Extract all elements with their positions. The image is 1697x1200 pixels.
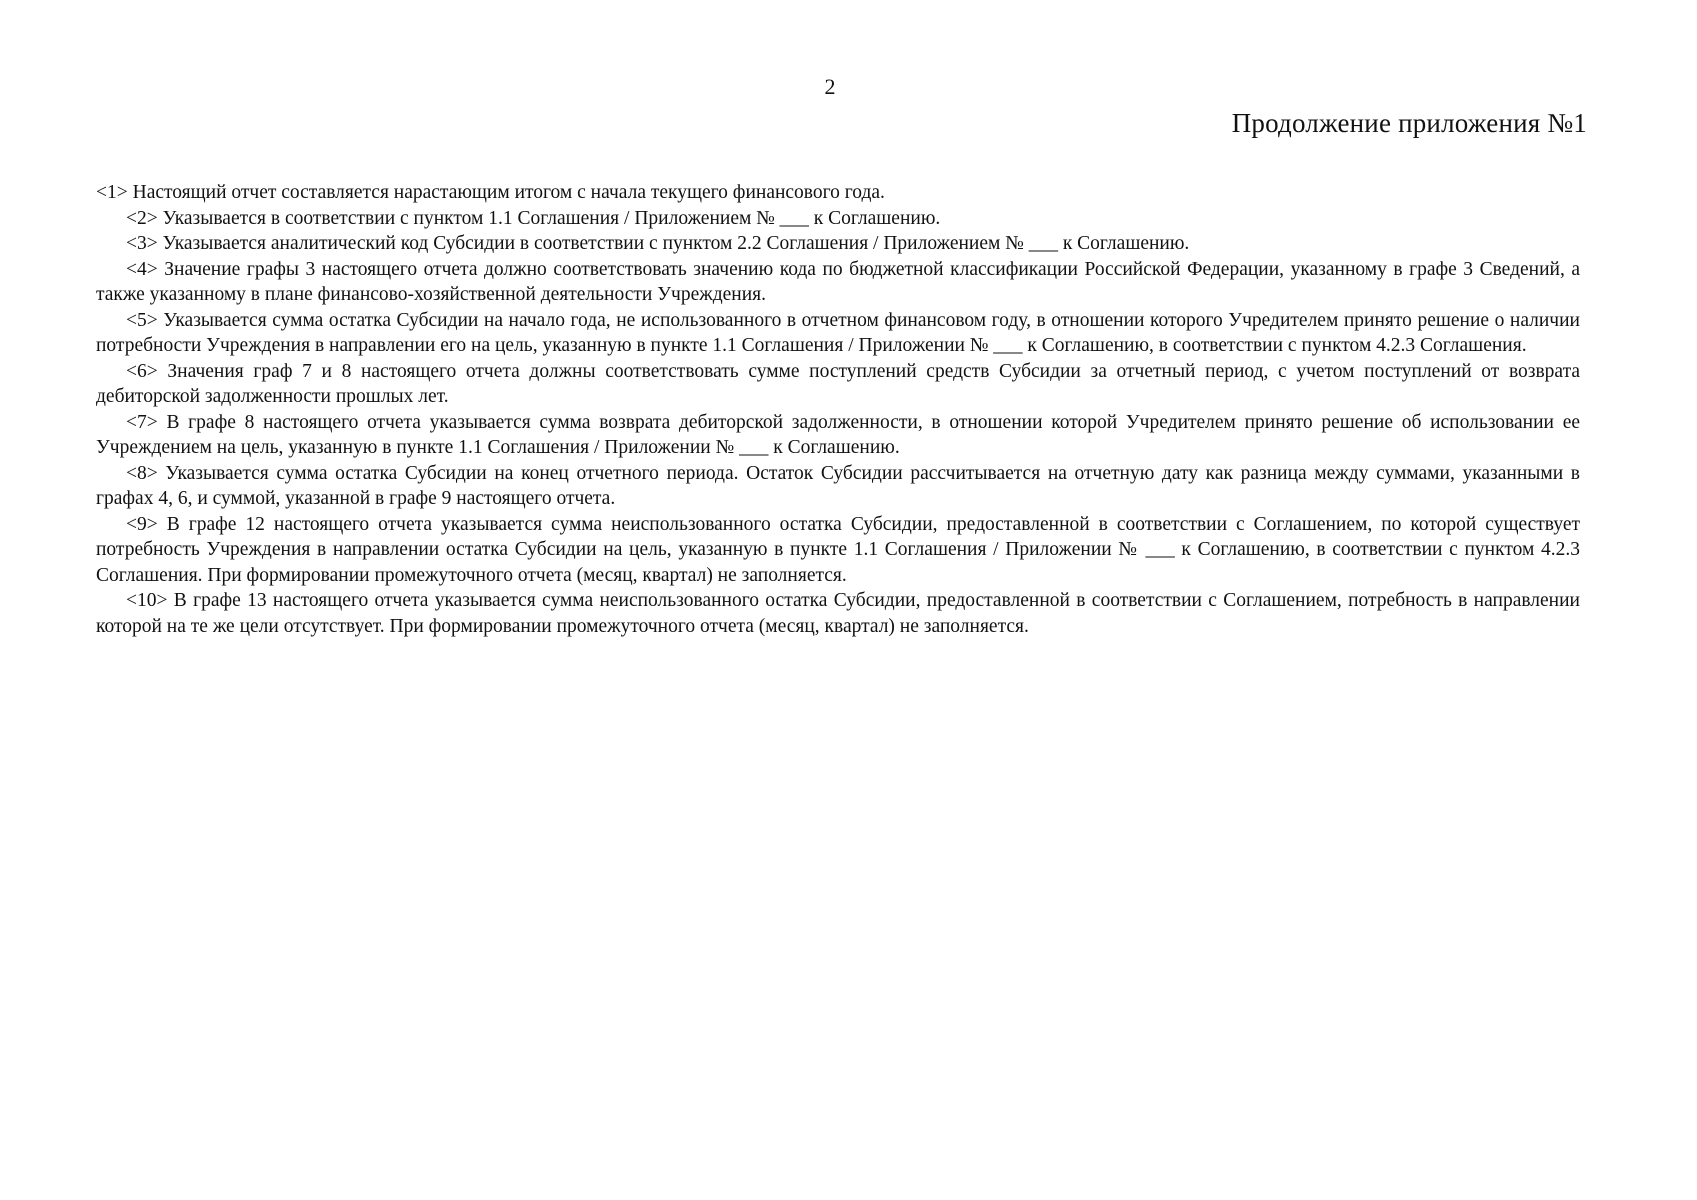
footnote-8: <8> Указывается сумма остатка Субсидии на конец отчетного периода. Остаток Субсидии рассчитывается на отчетную дату как разница между суммами, указанными в графах 4, 6, и суммой, указанной в графе 9 настоящего отчета. [96,462,1580,509]
footnote-7: <7> В графе 8 настоящего отчета указывается сумма возврата дебиторской задолженности, в отношении которой Учредителем принято решение об использовании ее Учреждением на цель, указанную в пункте 1.1 Соглашения / Приложении № ___ к Соглашению. [96,411,1580,458]
footnote-9: <9> В графе 12 настоящего отчета указывается сумма неиспользованного остатка Субсидии, предоставленной в соответствии с Соглашением, по которой существует потребность Учреждения в направлении остатка Субсидии на цель, указанную в пункте 1.1 Соглашения / Приложении № ___ к Соглашению, в соответствии с пунктом 4.2.3 Соглашения. При формировании промежуточного отчета (месяц, квартал) не заполняется. [96,513,1580,586]
footnote-6: <6> Значения граф 7 и 8 настоящего отчета должны соответствовать сумме поступлений средств Субсидии за отчетный период, с учетом поступлений от возврата дебиторской задолженности прошлых лет. [96,360,1580,407]
appendix-title: Продолжение приложения №1 [1231,108,1587,138]
footnotes-list [96,180,1580,639]
footnote-3: <3> Указывается аналитический код Субсидии в соответствии с пунктом 2.2 Соглашения / Приложением № ___ к Соглашению. [126,233,1190,254]
footnote-5: <5> Указывается сумма остатка Субсидии на начало года, не использованного в отчетном финансовом году, в отношении которого Учредителем принято решение о наличии потребности Учреждения в направлении его на цель, указанную в пункте 1.1 Соглашения / Приложении № ___ к Соглашению, в соответствии с пунктом 4.2.3 Соглашения. [96,309,1580,356]
footnote-2: <2> Указывается в соответствии с пунктом 1.1 Соглашения / Приложением № ___ к Соглашению. [126,207,941,229]
footnote-1: <1> Настоящий отчет составляется нарастающим итогом с начала текущего финансового года. [96,182,885,203]
footnote-10: <10> В графе 13 настоящего отчета указывается сумма неиспользованного остатка Субсидии, предоставленной в соответствии с Соглашением, потребность в направлении которой на те же цели отсутствует. При формировании промежуточного отчета (месяц, квартал) не заполняется. [96,590,1580,637]
page-number: 2 [824,74,836,99]
footnote-4: <4> Значение графы 3 настоящего отчета должно соответствовать значению кода по бюджетной классификации Российской Федерации, указанному в графе 3 Сведений, а также указанному в плане финансово-хозяйственной деятельности Учреждения. [96,258,1580,305]
